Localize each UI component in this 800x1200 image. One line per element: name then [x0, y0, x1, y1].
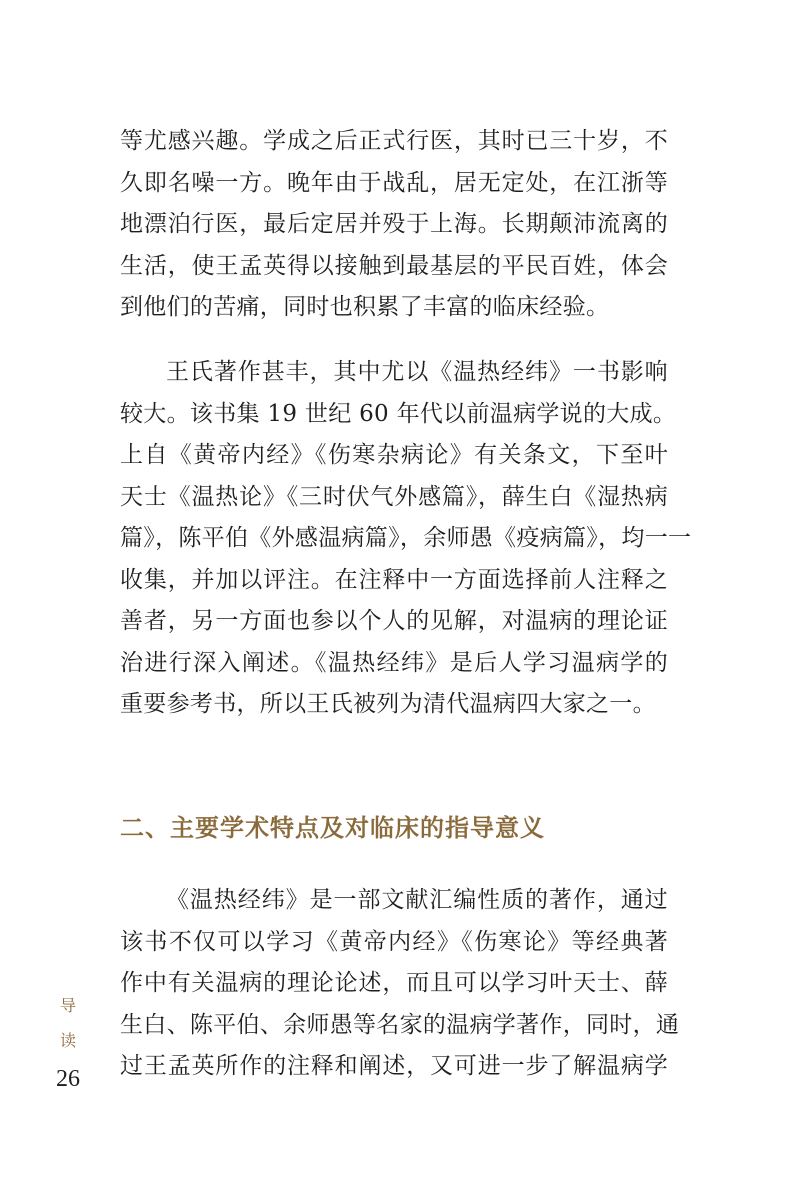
text-line: 收集，并加以评注。在注释中一方面选择前人注释之: [120, 566, 668, 593]
text-line: 治进行深入阐述。《温热经纬》是后人学习温病学的: [120, 649, 668, 676]
side-marker-char: 读: [59, 1031, 76, 1050]
text-line: 《温热经纬》是一部文献汇编性质的著作，通过: [166, 887, 668, 913]
text-line: 作中有关温病的理论论述，而且可以学习叶天士、薛: [120, 970, 668, 996]
text-line: 篇》，陈平伯《外感温病篇》，余师愚《疫病篇》，均一一: [120, 525, 692, 551]
section-heading: 二、主要学术特点及对临床的指导意义: [120, 813, 545, 842]
paragraph-works: [120, 352, 692, 726]
paragraph-overview: [120, 880, 680, 1088]
text-line: 王氏著作甚丰，其中尤以《温热经纬》一书影响: [166, 359, 668, 385]
text-line: 过王孟英所作的注释和阐述，又可进一步了解温病学: [120, 1053, 668, 1079]
page-number: 26: [56, 1066, 80, 1092]
text-line: 该书不仅可以学习《黄帝内经》《伤寒论》等经典著: [120, 928, 668, 955]
text-line: 重要参考书，所以王氏被列为清代温病四大家之一。: [120, 691, 656, 717]
text-line: 较大。该书集 19 世纪 60 年代以前温病学说的大成。: [120, 400, 677, 427]
text-line: 生活，使王孟英得以接触到最基层的平民百姓，体会: [120, 252, 668, 279]
text-line: 久即名噪一方。晚年由于战乱，居无定处，在江浙等: [120, 169, 668, 196]
side-marker-char: 导: [59, 996, 76, 1015]
text-line: 上自《黄帝内经》《伤寒杂病论》有关条文，下至叶: [120, 442, 668, 468]
text-line: 天士《温热论》《三时伏气外感篇》，薛生白《湿热病: [120, 483, 668, 510]
text-line: 生白、陈平伯、余师愚等名家的温病学著作，同时，通: [120, 1011, 680, 1038]
text-line: 地漂泊行医，最后定居并殁于上海。长期颠沛流离的: [120, 211, 668, 237]
paragraph-continuation: [120, 121, 668, 329]
text-line: 善者，另一方面也参以个人的见解，对温病的理论证: [120, 608, 668, 634]
text-line: 到他们的苦痛，同时也积累了丰富的临床经验。: [120, 294, 610, 320]
text-line: 等尤感兴趣。学成之后正式行医，其时已三十岁，不: [120, 128, 668, 154]
